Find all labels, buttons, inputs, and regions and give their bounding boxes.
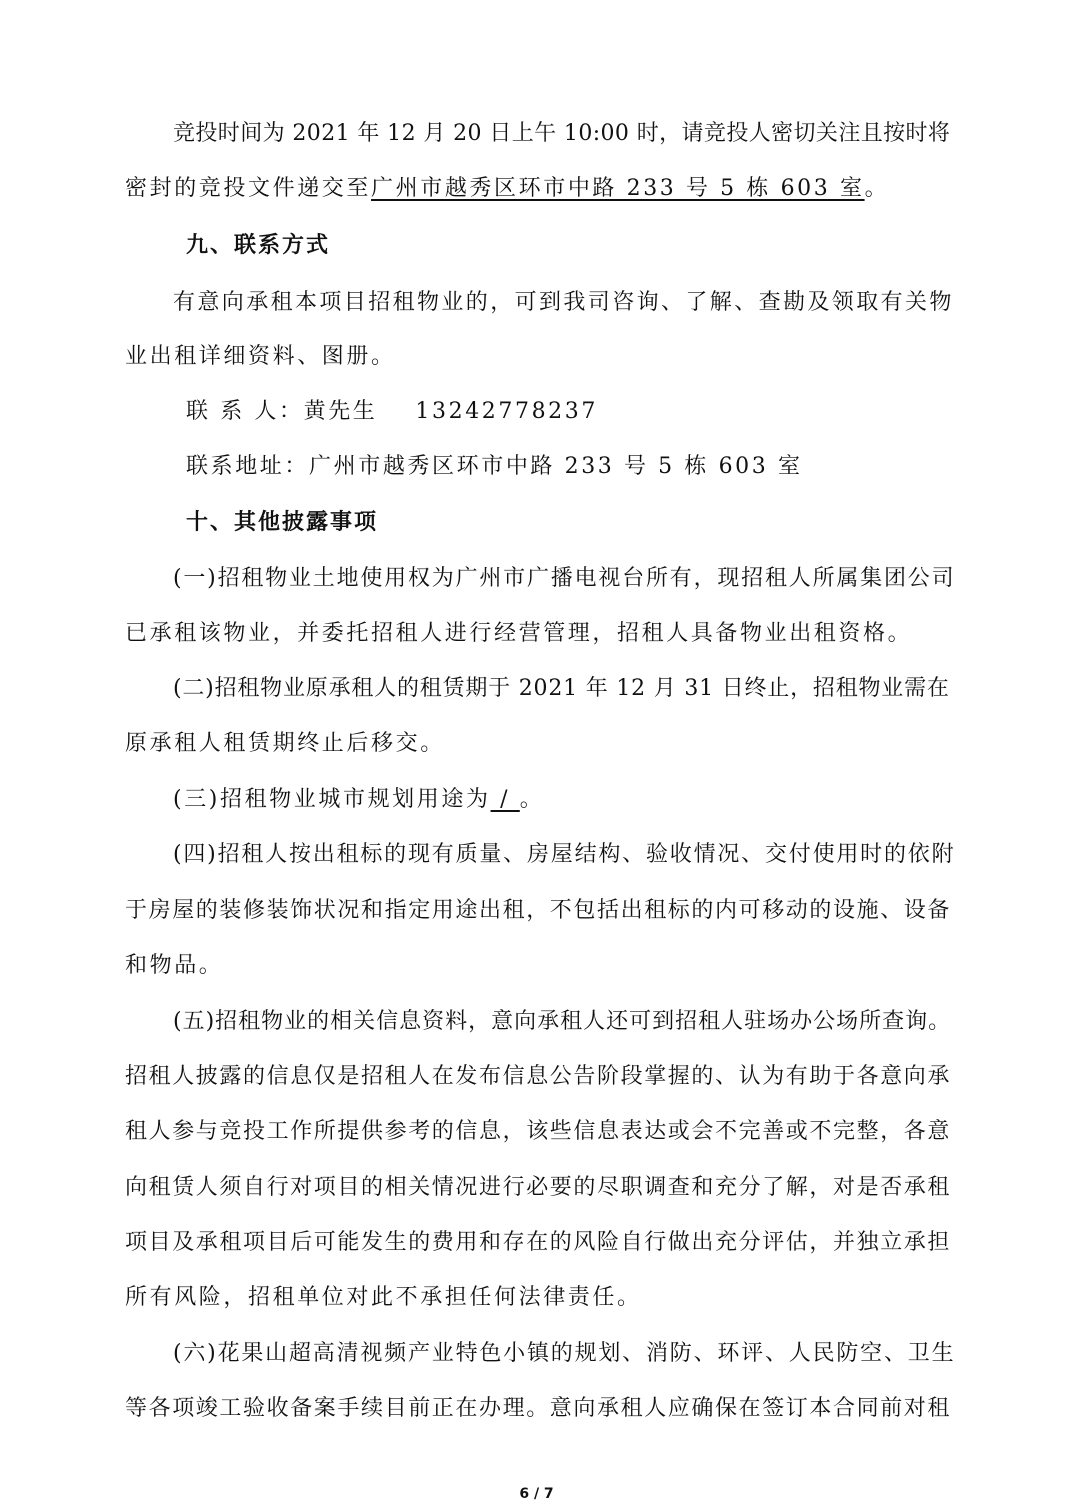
contact-person-label: 联 系 人： [186, 399, 304, 424]
item2-line-1: (二)招租物业原承租人的租赁期于 2021 年 12 月 31 日终止，招租物业需在 [173, 676, 950, 701]
section-heading-other: 十、其他披露事项 [186, 510, 379, 535]
contact-phone: 13242778237 [415, 399, 598, 424]
item5-line-2: 招租人披露的信息仅是招租人在发布信息公告阶段掌握的、认为有助于各意向承 [125, 1064, 952, 1089]
item3-prefix: (三)招租物业城市规划用途为 [173, 787, 491, 812]
item2-line-2: 原承租人租赁期终止后移交。 [125, 731, 445, 756]
item3-line [173, 785, 955, 815]
bid-time-line-2-suffix: 。 [864, 176, 890, 201]
item3-suffix: 。 [519, 787, 545, 812]
contact-person-line [186, 397, 1016, 427]
item5-line-3: 租人参与竞投工作所提供参考的信息，该些信息表达或会不完善或不完整，各意 [125, 1119, 952, 1144]
bid-time-line-2 [125, 174, 955, 204]
item1-line-2: 已承租该物业，并委托招租人进行经营管理，招租人具备物业出租资格。 [125, 621, 913, 646]
intro-line-1: 有意向承租本项目招租物业的，可到我司咨询、了解、查勘及领取有关物 [173, 290, 954, 315]
bid-address-underlined: 广州市越秀区环市中路 233 号 5 栋 603 室 [371, 176, 865, 201]
item4-line-1: (四)招租人按出租标的现有质量、房屋结构、验收情况、交付使用时的依附 [173, 842, 956, 867]
section-heading-contact: 九、联系方式 [186, 233, 331, 258]
item5-line-4: 向租赁人须自行对项目的相关情况进行必要的尽职调查和充分了解，对是否承租 [125, 1175, 952, 1200]
item6-line-1: (六)花果山超高清视频产业特色小镇的规划、消防、环评、人民防空、卫生 [173, 1341, 956, 1366]
page-number: 6 / 7 [519, 1486, 554, 1502]
item4-line-2: 于房屋的装修装饰状况和指定用途出租，不包括出租标的内可移动的设施、设备 [125, 898, 952, 923]
item6-line-2: 等各项竣工验收备案手续目前正在办理。意向承租人应确保在签订本合同前对租 [125, 1396, 952, 1421]
contact-address-line [186, 452, 1016, 482]
bid-time-line-1: 竞投时间为 2021 年 12 月 20 日上午 10:00 时，请竞投人密切关注且按时将 [173, 121, 951, 146]
contact-person-name: 黄先生 [303, 399, 378, 424]
contact-address-label: 联系地址： [186, 454, 310, 479]
item5-line-5: 项目及承租项目后可能发生的费用和存在的风险自行做出充分评估，并独立承担 [125, 1230, 952, 1255]
intro-line-2: 业出租详细资料、图册。 [125, 344, 396, 369]
item4-line-3: 和物品。 [125, 953, 224, 978]
item1-line-1: (一)招租物业土地使用权为广州市广播电视台所有，现招租人所属集团公司 [173, 566, 956, 591]
bid-time-line-2-prefix: 密封的竞投文件递交至 [125, 176, 372, 201]
item5-line-6: 所有风险，招租单位对此不承担任何法律责任。 [125, 1285, 642, 1310]
contact-address: 广州市越秀区环市中路 233 号 5 栋 603 室 [309, 454, 803, 479]
item5-line-1: (五)招租物业的相关信息资料，意向承租人还可到招租人驻场办公场所查询。 [173, 1009, 952, 1034]
planning-use-value: / [490, 787, 520, 812]
